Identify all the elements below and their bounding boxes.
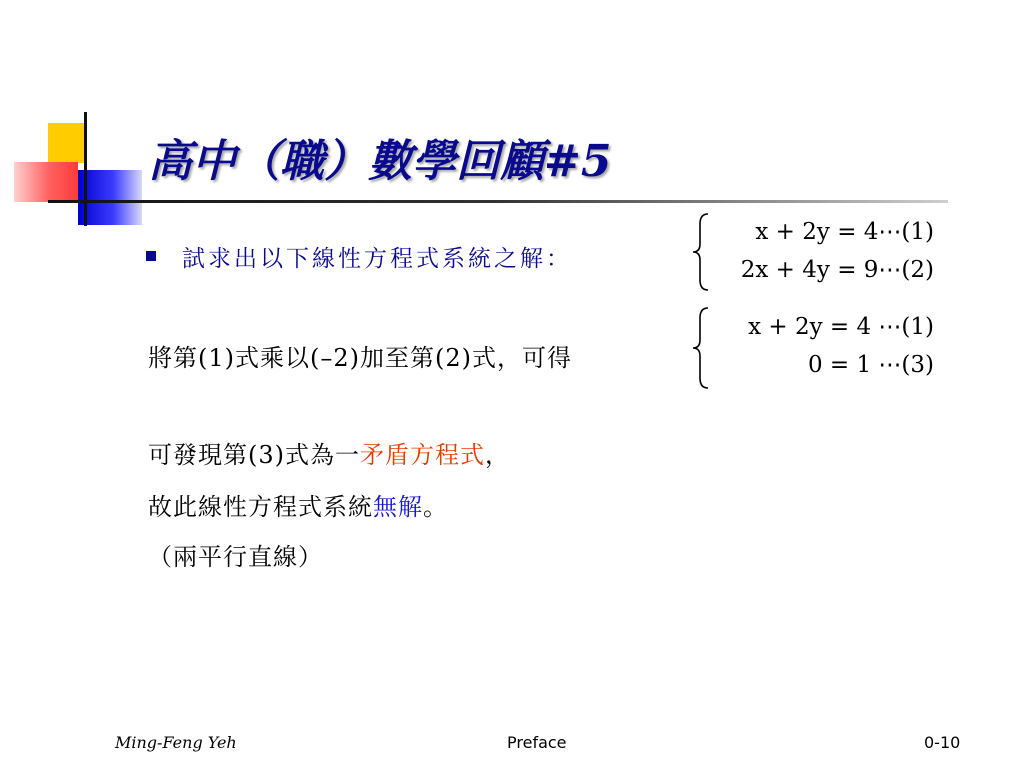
note-line: （兩平行直線） bbox=[148, 543, 323, 571]
page-number: 0-10 bbox=[924, 733, 961, 752]
decor-red-square bbox=[14, 162, 78, 202]
footer-author: Ming-Feng Yeh bbox=[115, 733, 237, 752]
no-solution-term: 無解 bbox=[373, 493, 423, 521]
decor-blue-square bbox=[78, 170, 142, 225]
decor-yellow-square bbox=[48, 123, 86, 163]
finding-suffix: ， bbox=[485, 441, 510, 469]
slide-title: 高中（職）數學回顧#5 bbox=[148, 136, 612, 187]
footer-center: Preface bbox=[507, 733, 567, 752]
equation-1: x + 2y = 4⋯(1) bbox=[755, 219, 934, 245]
equation-3: 0 = 1 ⋯(3) bbox=[807, 352, 934, 378]
equation-2: 2x + 4y = 9⋯(2) bbox=[740, 257, 934, 283]
equation-1-repeat: x + 2y = 4 ⋯(1) bbox=[748, 314, 934, 340]
equation-system-2 bbox=[714, 308, 934, 384]
title-underline bbox=[48, 200, 948, 203]
decor-vertical-line bbox=[84, 112, 87, 226]
conclusion-suffix: 。 bbox=[423, 493, 448, 521]
bullet-marker bbox=[146, 251, 156, 261]
contradiction-term: 矛盾方程式 bbox=[360, 441, 485, 469]
conclusion-prefix: 故此線性方程式系統 bbox=[148, 493, 373, 521]
finding-prefix: 可發現第(3)式為一 bbox=[148, 441, 360, 469]
brace-system1 bbox=[690, 212, 712, 292]
finding-line bbox=[148, 435, 510, 470]
bullet-text: 試求出以下線性方程式系統之解： bbox=[182, 246, 572, 272]
brace-system2 bbox=[690, 306, 712, 390]
conclusion-line bbox=[148, 487, 448, 522]
equation-system-1 bbox=[714, 213, 934, 289]
step-text: 將第(1)式乘以(–2)加至第(2)式，可得 bbox=[148, 344, 572, 372]
